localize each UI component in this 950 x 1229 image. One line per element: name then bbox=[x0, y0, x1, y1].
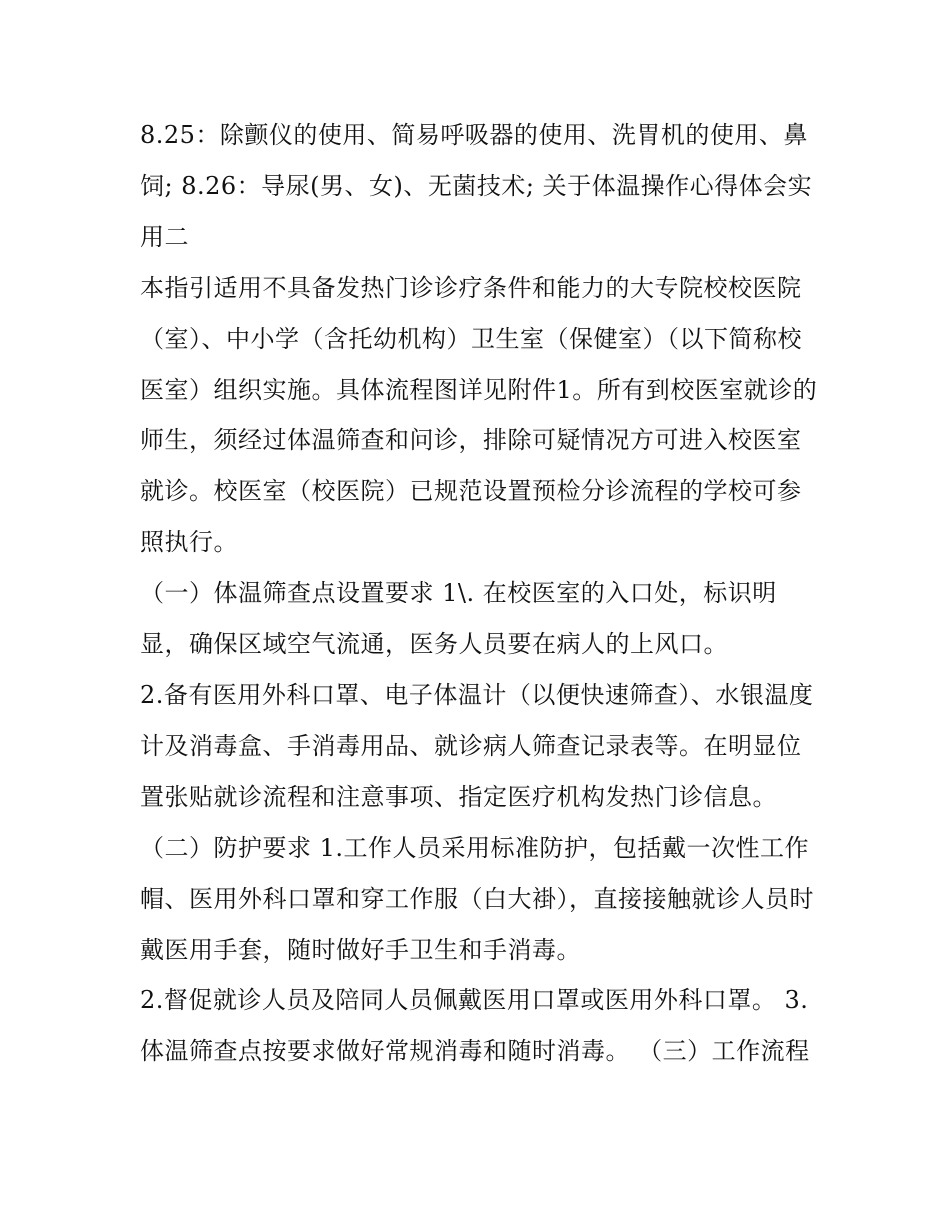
paragraph-masks-disinfection: 2.督促就诊人员及陪同人员佩戴医用口罩或医用外科口罩。 3.体温筛查点按要求做好常规消毒和随时消毒。 （三）工作流程 bbox=[140, 986, 810, 1066]
paragraph-procedures: 8.25：除颤仪的使用、简易呼吸器的使用、洗胃机的使用、鼻饲; 8.26：导尿(男、女)、无菌技术; 关于体温操作心得体会实用二 bbox=[140, 121, 813, 251]
paragraph-screening-setup: （一）体温筛查点设置要求 1\. 在校医室的入口处，标识明显，确保区域空气流通，医务人员要在病人的上风口。 bbox=[140, 579, 777, 659]
paragraph-protection: （二）防护要求 1.工作人员采用标准防护，包括戴一次性工作帽、医用外科口罩和穿工作服（白大褂），直接接触就诊人员时戴医用手套，随时做好手卫生和手消毒。 bbox=[140, 833, 814, 964]
paragraph-scope: 本指引适用不具备发热门诊诊疗条件和能力的大专院校校医院（室）、中小学（含托幼机构）卫生室（保健室）（以下简称校医室）组织实施。具体流程图详见附件1。所有到校医室就诊的师生，须经过体温筛查和问诊，排除可疑情况方可进入校医室就诊。校医室（校医院）已规范设置预检分诊流程的学校可参照执行。 bbox=[140, 273, 818, 557]
document-body bbox=[140, 110, 820, 1077]
paragraph-supplies: 2.备有医用外科口罩、电子体温计（以便快速筛查）、水银温度计及消毒盒、手消毒用品、就诊病人筛查记录表等。在明显位置张贴就诊流程和注意事项、指定医疗机构发热门诊信息。 bbox=[140, 680, 814, 811]
